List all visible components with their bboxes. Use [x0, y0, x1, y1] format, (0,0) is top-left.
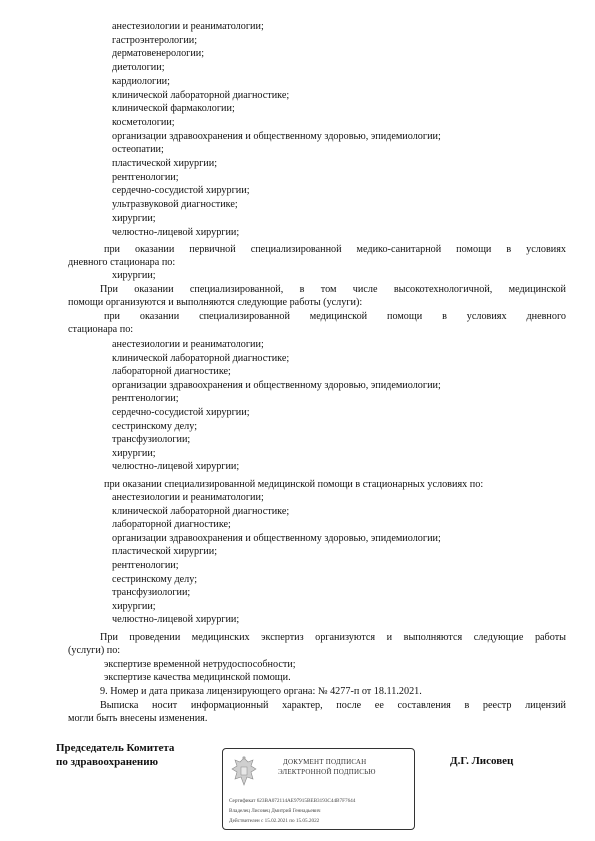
- signatory-position-line1: Председатель Комитета: [56, 742, 175, 754]
- list-item: сердечно-сосудистой хирургии;: [112, 185, 250, 197]
- list-item: клинической фармакологии;: [112, 103, 235, 115]
- list-item: ультразвуковой диагностике;: [112, 199, 238, 211]
- list-item: челюстно-лицевой хирургии;: [112, 226, 240, 238]
- list-item: сестринскому делу;: [112, 420, 198, 432]
- list-item: челюстно-лицевой хирургии;: [112, 614, 240, 626]
- list-item: анестезиологии и реаниматологии;: [112, 492, 264, 503]
- list-item: сестринскому делу;: [112, 573, 198, 585]
- list-item: пластической хирургии;: [112, 158, 218, 169]
- signatory-position-line2: по здравоохранению: [56, 756, 159, 768]
- paragraph-day-hospital-cont: стационара по:: [68, 324, 134, 335]
- coat-of-arms-icon: [229, 755, 259, 789]
- list-item: анестезиологии и реаниматологии;: [112, 21, 264, 32]
- list-item: клинической лабораторной диагностике;: [112, 505, 290, 517]
- signatory-position: [56, 741, 174, 769]
- paragraph-primary-care: при оказании первичной специализированной медико-санитарной помощи в условиях: [104, 244, 566, 255]
- info-note-cont: могли быть внесены изменения.: [68, 713, 208, 724]
- list-item: гастроэнтерологии;: [112, 34, 198, 46]
- list-item: организации здравоохранения и общественному здоровью, эпидемиологии;: [112, 532, 441, 544]
- list-item: челюстно-лицевой хирургии;: [112, 461, 240, 473]
- paragraph-specialized: При оказании специализированной, в том числе высокотехнологичной, медицинской: [100, 284, 566, 295]
- stamp-title-line2: ЭЛЕКТРОННОЙ ПОДПИСЬЮ: [278, 768, 376, 776]
- list-item: трансфузиологии;: [112, 434, 191, 446]
- list-item: экспертизе качества медицинской помощи.: [104, 672, 291, 683]
- paragraph-specialized-cont: помощи организуются и выполняются следующие работы (услуги):: [68, 297, 363, 308]
- list-item: клинической лабораторной диагностике;: [112, 352, 290, 364]
- list-item: дерматовенерологии;: [112, 48, 205, 60]
- list-item: рентгенологии;: [112, 171, 179, 183]
- list-item: рентгенологии;: [112, 560, 179, 571]
- list-item: кардиологии;: [112, 75, 170, 87]
- stamp-title: ДОКУМЕНТ ПОДПИСАН: [283, 758, 367, 766]
- electronic-signature-stamp: [222, 748, 415, 830]
- order-line: 9. Номер и дата приказа лицензирующего органа: № 4277-п от 18.11.2021.: [100, 686, 422, 697]
- list-item: хирургии;: [112, 600, 156, 612]
- info-note: Выписка носит информационный характер, после ее составления в реестр лицензий: [100, 700, 566, 711]
- list-item: организации здравоохранения и общественному здоровью, эпидемиологии;: [112, 379, 441, 391]
- list-item: хирургии;: [112, 447, 156, 459]
- paragraph-primary-care-cont: дневного стационара по:: [68, 257, 176, 268]
- stamp-owner: Владелец Лисовец Дмитрий Геннадьевич: [229, 808, 321, 814]
- paragraph-expertise-cont: (услуги) по:: [68, 645, 121, 656]
- list-item: организации здравоохранения и общественному здоровью, эпидемиологии;: [112, 130, 441, 142]
- stamp-certificate: Сертификат 623BA072114AE97915BEB3193C44B7F7644: [229, 798, 356, 804]
- list-item: трансфузиологии;: [112, 587, 191, 599]
- list-item: пластической хирургии;: [112, 546, 218, 558]
- list-item: анестезиологии и реаниматологии;: [112, 339, 264, 350]
- signatory-name: Д.Г. Лисовец: [450, 755, 514, 767]
- list-item: сердечно-сосудистой хирургии;: [112, 407, 250, 418]
- list-item: клинической лабораторной диагностике;: [112, 89, 290, 101]
- list-item: остеопатии;: [112, 144, 164, 156]
- list-item: лабораторной диагностике;: [112, 366, 231, 378]
- paragraph-day-hospital: при оказании специализированной медицинской помощи в условиях дневного: [104, 311, 566, 322]
- list-item: хирургии;: [112, 212, 156, 224]
- list-item: рентгенологии;: [112, 393, 179, 405]
- list-item: диетологии;: [112, 62, 165, 74]
- list-item: косметологии;: [112, 116, 175, 128]
- list-item: экспертизе временной нетрудоспособности;: [104, 659, 296, 670]
- stamp-validity: Действителен с 15.02.2021 по 15.05.2022: [229, 818, 320, 824]
- list-item: лабораторной диагностике;: [112, 519, 231, 531]
- paragraph-inpatient: при оказании специализированной медицинской помощи в стационарных условиях по:: [104, 479, 484, 490]
- paragraph-expertise: При проведении медицинских экспертиз организуются и выполняются следующие работы: [100, 632, 566, 643]
- list-item: хирургии;: [112, 270, 156, 281]
